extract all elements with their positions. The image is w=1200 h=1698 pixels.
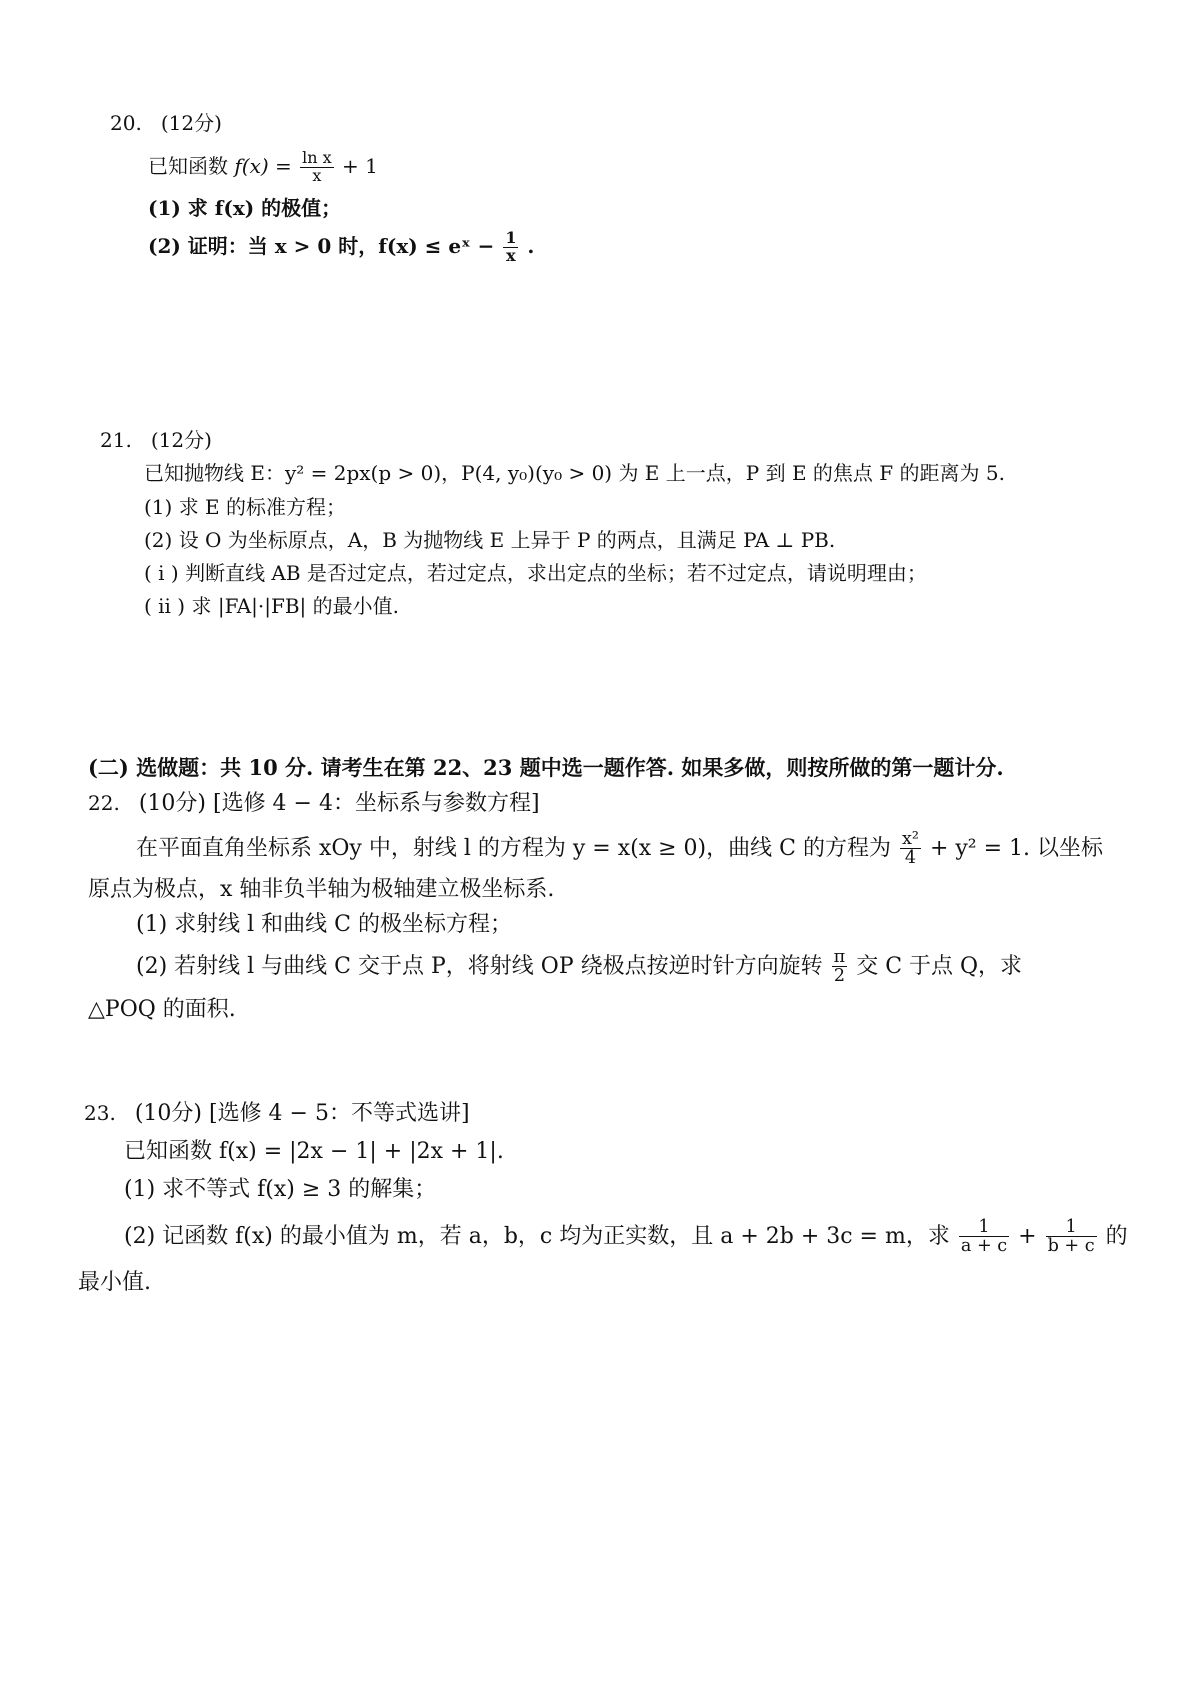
fraction: $\frac{1}{x}$: [505, 228, 517, 265]
fraction: $\frac{1}{b + c}$: [1047, 1217, 1095, 1257]
question-score: (10分): [134, 1101, 202, 1126]
question-part-2: (2) 记函数 f(x) 的最小值为 m，若 a，b，c 均为正实数，且 a + 2b + 3c = m，求 $\frac{1}{a + c}$ + $\frac{1}{b + c}$ 的: [124, 1217, 1128, 1257]
question-number: 20.: [110, 111, 142, 135]
question-number: 22.: [88, 791, 120, 815]
question-subpart-ii: ( ii ) 求 |FA|·|FB| 的最小值.: [144, 594, 400, 618]
fraction: $\frac{1}{a + c}$: [960, 1217, 1008, 1257]
question-part-1: (1) 求 E 的标准方程；: [144, 495, 347, 519]
question-score: (12分): [150, 428, 212, 452]
question-stem-continued: 原点为极点，x 轴非负半轴为极轴建立极坐标系.: [88, 877, 555, 902]
question-part-2: (2) 若射线 l 与曲线 C 交于点 P，将射线 OP 绕极点按逆时针方向旋转 $\frac{\pi}{2}$ 交 C 于点 Q，求: [136, 947, 1023, 987]
question-number: 23.: [84, 1101, 116, 1125]
question-stem: 已知函数 f(x) = $\frac{\text{ln x}}{x}$ + 1: [148, 148, 378, 185]
question-topic: [选修 4 − 4：坐标系与参数方程]: [212, 791, 540, 816]
question-part-2: (2) 设 O 为坐标原点，A，B 为抛物线 E 上异于 P 的两点，且满足 PA ⊥ PB.: [144, 528, 836, 552]
question-part-2-continued: 最小值.: [78, 1270, 151, 1295]
question-part-1: (1) 求 f(x) 的极值；: [148, 196, 342, 220]
question-number: 21.: [100, 428, 132, 452]
question-stem: 在平面直角坐标系 xOy 中，射线 l 的方程为 y = x(x ≥ 0)，曲线 C 的方程为 $\frac{\text{x²}}{4}$ + y² = 1. 以坐标: [136, 829, 1104, 869]
question-topic: [选修 4 − 5：不等式选讲]: [208, 1101, 470, 1126]
fraction: $\frac{\text{ln x}}{x}$: [302, 148, 332, 185]
question-part-1: (1) 求不等式 f(x) ≥ 3 的解集；: [124, 1177, 437, 1202]
fraction: $\frac{\pi}{2}$: [833, 947, 846, 987]
question-stem: 已知函数 f(x) = |2x − 1| + |2x + 1|.: [124, 1139, 504, 1164]
fraction: $\frac{\text{x²}}{4}$: [901, 829, 919, 869]
question-score: (12分): [160, 111, 222, 135]
question-part-2: (2) 证明：当 x > 0 时，f(x) ≤ eˣ − $\frac{1}{x}$ .: [148, 228, 535, 265]
question-subpart-i: ( i ) 判断直线 AB 是否过定点，若过定点，求出定点的坐标；若不过定点，请说明理由；: [144, 561, 927, 585]
section-header: (二) 选做题：共 10 分. 请考生在第 22、23 题中选一题作答. 如果多做，则按所做的第一题计分.: [88, 755, 1004, 780]
question-part-2-continued: △POQ 的面积.: [88, 997, 236, 1022]
question-stem: 已知抛物线 E：y² = 2px(p > 0)，P(4, y₀)(y₀ > 0) 为 E 上一点，P 到 E 的焦点 F 的距离为 5.: [144, 461, 1005, 485]
question-part-1: (1) 求射线 l 和曲线 C 的极坐标方程；: [136, 912, 512, 937]
question-score: (10分): [138, 791, 206, 816]
